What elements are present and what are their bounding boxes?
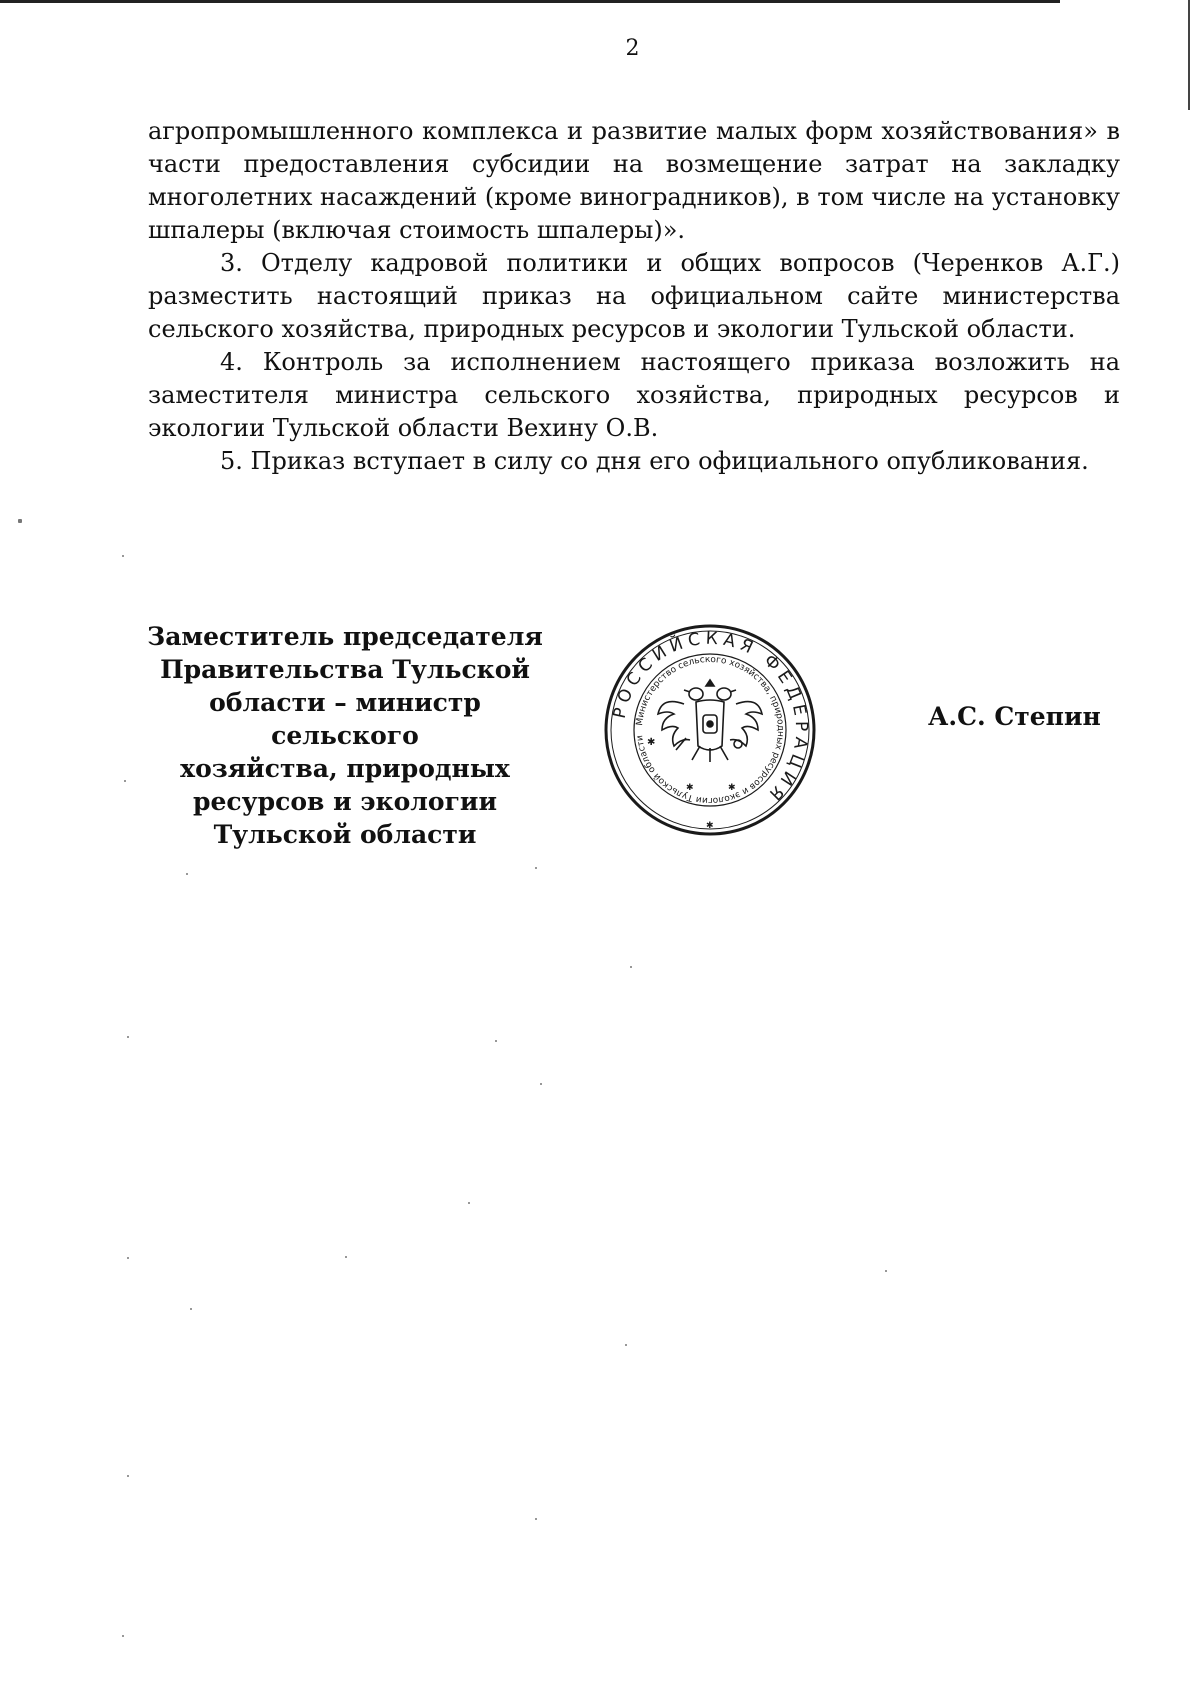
scan-speck (186, 873, 188, 875)
paragraph-continuation: агропромышленного комплекса и развитие малых форм хозяйствования» в части предоставления субсидии на возмещение затрат на закладку многолетних насаждений (кроме виноградников), в том числе на установку шпалеры (включая стоимость шпалеры)». (148, 117, 1120, 244)
scan-speck (885, 1270, 887, 1272)
signer-position-line: Тульской области (213, 820, 477, 849)
scan-speck (190, 1308, 192, 1310)
scan-speck (625, 1344, 627, 1346)
paragraph-5: 5. Приказ вступает в силу со дня его официального опубликования. (220, 447, 1089, 475)
seal-star-icon: ✱ (686, 783, 694, 793)
page-number: 2 (625, 36, 640, 61)
signer-position-line: хозяйства, природных (180, 754, 510, 783)
scan-speck (495, 1040, 497, 1042)
official-seal (600, 620, 820, 840)
signer-position-line: Правительства Тульской (160, 655, 530, 684)
scan-speck (127, 1036, 129, 1038)
signer-position-line: области – министр сельского (209, 688, 481, 750)
scan-speck (468, 1202, 470, 1204)
scan-speck (18, 519, 22, 523)
scan-speck (630, 966, 632, 968)
paragraph-4: 4. Контроль за исполнением настоящего приказа возложить на заместителя министра сельского хозяйства, природных ресурсов и экологии Тульской области Вехину О.В. (148, 348, 1120, 442)
seal-inner-text: Министерство сельского хозяйства, природных ресурсов и экологии Тульской области (635, 654, 786, 806)
double-headed-eagle-icon (658, 680, 762, 762)
document-body (148, 115, 1120, 478)
paragraph-3: 3. Отделу кадровой политики и общих вопросов (Черенков А.Г.) разместить настоящий приказ на официальном сайте министерства сельского хозяйства, природных ресурсов и экологии Тульской области. (148, 249, 1120, 343)
seal-star-icon: ✱ (728, 783, 736, 793)
signer-position (140, 620, 550, 851)
scan-speck (127, 1257, 129, 1259)
scan-speck (122, 555, 124, 557)
seal-outer-text: РОССИЙСКАЯ ФЕДЕРАЦИЯ (609, 628, 812, 808)
signer-position-line: Заместитель председателя (147, 622, 543, 651)
scan-speck (122, 1635, 124, 1637)
scan-speck (345, 1256, 347, 1258)
scan-speck (124, 780, 126, 782)
scan-speck (535, 867, 537, 869)
seal-star-icon: ✱ (706, 821, 714, 831)
scan-speck (535, 1518, 537, 1520)
scan-speck (540, 1083, 542, 1085)
signer-name: А.С. Степин (928, 702, 1101, 731)
signer-position-line: ресурсов и экологии (193, 787, 497, 816)
top-edge-line (0, 0, 1060, 3)
seal-inner-ring (634, 654, 786, 806)
seal-star-icon: ✱ (647, 737, 656, 748)
scan-speck (127, 1475, 129, 1477)
